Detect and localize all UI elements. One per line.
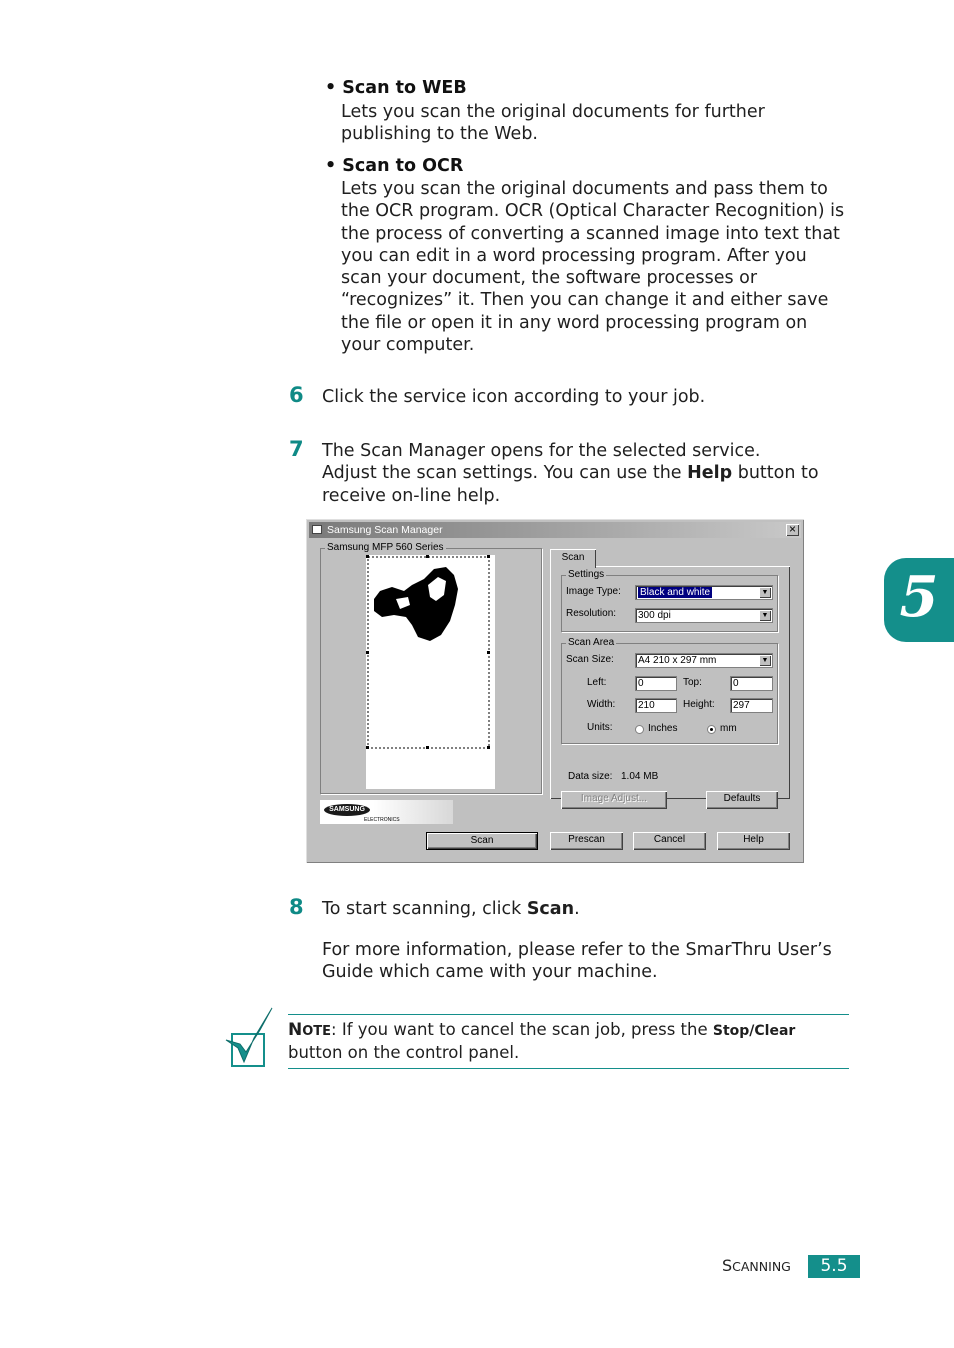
note-text <box>288 1019 795 1063</box>
bullet-scan-to-web-desc <box>341 101 765 146</box>
chevron-down-icon[interactable]: ▼ <box>759 587 771 598</box>
text-line: you can edit in a word processing program. After you <box>341 245 807 266</box>
step-8-number: 8 <box>289 895 304 919</box>
text-line: your computer. <box>341 335 475 356</box>
scanner-app-icon <box>312 525 322 534</box>
selection-handle[interactable] <box>366 651 369 654</box>
settings-group-label: Settings <box>568 569 605 580</box>
image-type-label: Image Type: <box>566 586 621 597</box>
text-line: For more information, please refer to the SmarThru User’s <box>322 940 832 960</box>
more-info-text <box>322 939 832 984</box>
image-adjust-button[interactable]: Image Adjust... <box>561 791 667 809</box>
samsung-logo-sub: ELECTRONICS <box>364 817 400 823</box>
text-line: The Scan Manager opens for the selected service. <box>322 441 761 461</box>
note-bottom-rule <box>288 1068 849 1069</box>
bullet-scan-to-ocr-desc <box>341 178 844 356</box>
tab-scan[interactable]: Scan <box>550 549 596 568</box>
samsung-logo: SAMSUNG <box>324 804 370 816</box>
dialog-title-bar <box>309 522 801 538</box>
top-label: Top: <box>683 677 702 688</box>
footer-section-name <box>722 1256 791 1275</box>
bullet-scan-to-ocr-title <box>325 156 463 176</box>
step-6-text: Click the service icon according to your job. <box>322 387 706 407</box>
left-input[interactable]: 0 <box>635 676 677 691</box>
text-line: Lets you scan the original documents and pass them to <box>341 179 828 199</box>
close-icon[interactable]: × <box>786 524 799 536</box>
defaults-button[interactable]: Defaults <box>706 791 778 809</box>
chapter-tab <box>884 558 954 642</box>
step-8-text <box>322 898 580 920</box>
scan-manager-dialog <box>306 519 804 863</box>
resolution-select[interactable] <box>635 608 773 623</box>
width-input[interactable]: 210 <box>635 698 677 713</box>
footer-section-rest: CANNING <box>732 1259 791 1274</box>
help-keyword: Help <box>687 463 733 484</box>
bullet-dot: • <box>325 78 343 98</box>
text-line: the file or open it in any word processing program on <box>341 312 808 333</box>
scan-size-label: Scan Size: <box>566 654 614 665</box>
selection-handle[interactable] <box>487 555 490 558</box>
note-line-1 <box>288 1019 795 1042</box>
chevron-down-icon[interactable]: ▼ <box>759 610 771 621</box>
scan-size-select[interactable] <box>635 653 773 668</box>
cancel-button[interactable]: Cancel <box>633 832 706 850</box>
resolution-value: 300 dpi <box>638 610 671 621</box>
text-line: Guide which came with your machine. <box>322 962 658 983</box>
checkmark-note-icon <box>224 1006 276 1070</box>
text-line <box>322 462 819 484</box>
selection-handle[interactable] <box>366 555 369 558</box>
scan-area-group-label: Scan Area <box>568 637 615 648</box>
preview-group-label: Samsung MFP 560 Series <box>327 542 444 553</box>
text-line: the OCR program. OCR (Optical Character Recognition) is <box>341 201 845 222</box>
bullet-scan-to-web-title <box>325 78 467 98</box>
width-label: Width: <box>587 699 616 710</box>
text-span: button to <box>732 463 819 484</box>
image-type-value: Black and white <box>640 587 711 598</box>
dialog-title: Samsung Scan Manager <box>327 524 443 536</box>
help-button[interactable]: Help <box>717 832 790 850</box>
chapter-number: 5 <box>899 564 939 630</box>
note-label: OTE <box>302 1024 332 1039</box>
scanned-figure <box>374 567 458 641</box>
text-span: To start scanning, click <box>322 899 527 919</box>
text-line: receive on-line help. <box>322 485 501 506</box>
units-inches-label[interactable]: Inches <box>648 723 678 734</box>
units-mm-label[interactable]: mm <box>720 723 737 734</box>
units-mm-radio[interactable] <box>707 725 716 734</box>
samsung-logo-strip <box>320 800 453 824</box>
text-line: scan your document, the software processes or <box>341 268 758 289</box>
footer-section-initial: S <box>722 1256 733 1275</box>
note-label: N <box>288 1020 303 1040</box>
selection-handle[interactable] <box>426 555 429 558</box>
selection-handle[interactable] <box>487 746 490 749</box>
height-label: Height: <box>683 699 715 710</box>
step-6-number: 6 <box>289 383 304 407</box>
data-size-label: Data size: <box>568 771 613 782</box>
selection-handle[interactable] <box>366 746 369 749</box>
preview-image <box>366 555 495 789</box>
top-input[interactable]: 0 <box>730 676 773 691</box>
chevron-down-icon[interactable]: ▼ <box>759 655 771 666</box>
text-line: publishing to the Web. <box>341 124 538 145</box>
scan-size-value: A4 210 x 297 mm <box>638 655 717 666</box>
scan-button[interactable]: Scan <box>426 832 538 850</box>
prescan-button[interactable]: Prescan <box>550 832 623 850</box>
resolution-label: Resolution: <box>566 608 617 619</box>
image-type-select[interactable] <box>635 585 773 600</box>
preview-area[interactable] <box>366 555 495 789</box>
selection-handle[interactable] <box>426 746 429 749</box>
text-span: : If you want to cancel the scan job, press the <box>331 1020 713 1039</box>
settings-group <box>561 575 778 632</box>
selection-handle[interactable] <box>487 651 490 654</box>
height-input[interactable]: 297 <box>730 698 773 713</box>
step-7-number: 7 <box>289 437 304 461</box>
text-span: . <box>574 899 580 919</box>
text-line: “recognizes” it. Then you can change it and either save <box>341 290 829 311</box>
units-label: Units: <box>587 722 613 733</box>
bullet-title-text: Scan to WEB <box>342 78 467 98</box>
text-span: Adjust the scan settings. You can use the <box>322 463 688 484</box>
stop-clear-keyword: Stop/Clear <box>712 1023 796 1039</box>
note-line-2: button on the control panel. <box>288 1043 520 1062</box>
data-size-value: 1.04 MB <box>621 771 659 782</box>
units-inches-radio[interactable] <box>635 725 644 734</box>
text-line: the process of converting a scanned image into text that <box>341 223 840 244</box>
page-number: 5.5 <box>808 1255 860 1278</box>
bullet-dot: • <box>325 156 343 176</box>
text-line: Lets you scan the original documents for further <box>341 102 765 122</box>
left-label: Left: <box>587 677 607 688</box>
bullet-title-text: Scan to OCR <box>342 156 464 176</box>
note-top-rule <box>288 1014 849 1015</box>
scan-keyword: Scan <box>526 899 575 919</box>
step-7-text <box>322 440 819 507</box>
